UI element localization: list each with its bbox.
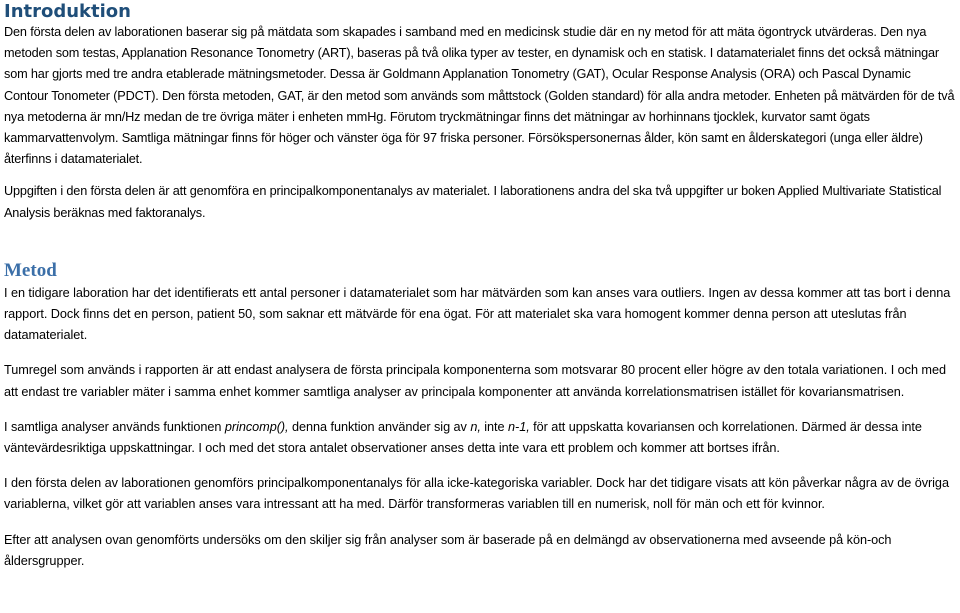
method-paragraph-3-part-e: inte bbox=[480, 419, 509, 434]
method-paragraph-3-part-a: I samtliga analyser används funktionen bbox=[4, 419, 225, 434]
introduction-paragraph-1: Den första delen av laborationen baserar sig på mätdata som skapades i samband med en medicinsk studie där en ny metod för att mäta ögontryck utvärderas. Den nya metoden som testas, Applanation Resonance Tonometry (ART), baseras på två olika typer av tester, en dynamisk och en statisk. I datamaterialet finns det också mätningar som har gjorts med tre andra etablerade mätningsmetoder. Dessa är Goldmann Applanation Tonometry (GAT), Ocular Response Analysis (ORA) och Pascal Dynamic Contour Tonometer (PDCT). Den första metoden, GAT, är den metod som används som måttstock (Golden standard) för alla andra metoder. Enheten på mätvärden för de två nya metoderna är mn/Hz medan de tre övriga mäter i enheten mmHg. Förutom tryckmätningar finns det mätningar av horhinnans tjocklek, kurvator samt ögats kammarvattenvolym. Samtliga mätningar finns för höger och vänster öga för 97 friska personer. Försökspersonernas ålder, kön samt en ålderskategori (unga eller äldre) återfinns i datamaterialet. bbox=[4, 25, 955, 167]
introduction-heading: Introduktion bbox=[4, 1, 131, 22]
introduction-paragraph-2: Uppgiften i den första delen är att genomföra en principalkomponentanalys av materialet. I laborationens andra del ska två uppgifter ur boken Applied Multivariate Statistical Analysis beräknas med faktoranalys. bbox=[4, 184, 942, 220]
method-paragraph-3-part-c: denna funktion använder sig av bbox=[288, 419, 471, 434]
method-paragraph-3-part-g: för att uppskatta kovariansen och korrelationen. Därmed är dessa inte väntevärdesriktiga uppskattningar. I och med det stora antalet observationer anses detta inte vara ett problem och kommer att bortses ifrån. bbox=[4, 419, 922, 456]
n-minus-1-symbol: n-1, bbox=[508, 419, 530, 434]
method-paragraph-1: I en tidigare laboration har det identifierats ett antal personer i datamaterialet som har mätvärden som kan anses vara outliers. Ingen av dessa kommer att tas bort i denna rapport. Dock finns det en person, patient 50, som saknar ett mätvärde för ena ögat. För att materialet ska vara homogent kommer denna person att uteslutas från datamaterialet. bbox=[4, 285, 951, 343]
n-symbol: n, bbox=[470, 419, 481, 434]
method-paragraph-2: Tumregel som används i rapporten är att endast analysera de första principala komponenterna som motsvarar 80 procent eller högre av den totala variationen. I och med att endast tre variabler mäter i samma enhet kommer samtliga analyser av principala komponenter att använda korrelationsmatrisen istället för kovariansmatrisen. bbox=[4, 363, 946, 399]
document-page bbox=[4, 0, 958, 572]
method-heading: Metod bbox=[4, 259, 57, 281]
princomp-function-name: princomp(), bbox=[224, 419, 289, 434]
method-paragraph-5: Efter att analysen ovan genomförts undersöks om den skiljer sig från analyser som är baserade på en delmängd av observationerna med avseende på kön-och åldersgrupper. bbox=[4, 532, 892, 568]
introduction-section bbox=[4, 0, 958, 224]
method-section bbox=[4, 259, 958, 572]
method-paragraph-4: I den första delen av laborationen genomförs principalkomponentanalys för alla icke-kategoriska variabler. Dock har det tidigare visats att kön påverkar några av de övriga variablerna, vilket gör att variablen anses vara intressant att ha med. Därför transformeras variablen till en numerisk, noll för män och ett för kvinnor. bbox=[4, 476, 949, 512]
method-paragraph-3 bbox=[4, 417, 958, 459]
